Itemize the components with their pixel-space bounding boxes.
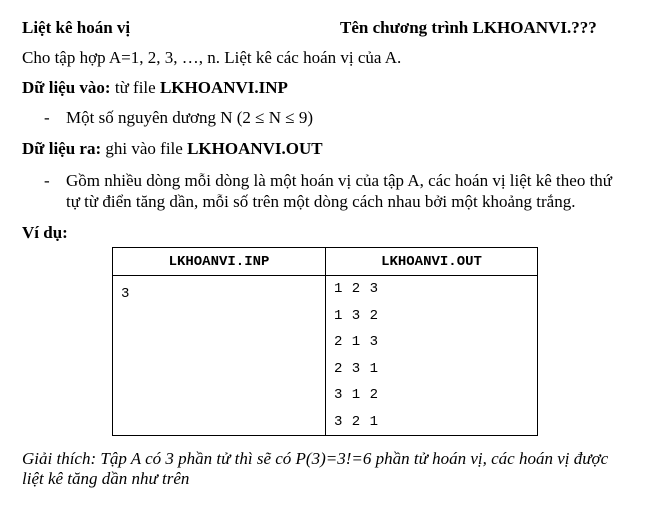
- input-cell: 3: [113, 276, 326, 436]
- explanation-line-2: liệt kê tăng dần như trên: [22, 469, 190, 488]
- problem-title: Liệt kê hoán vị: [22, 18, 131, 37]
- input-file-name: LKHOANVI.INP: [159, 78, 288, 97]
- input-bullet-text: Một số nguyên dương N (2 ≤ N ≤ 9): [66, 108, 313, 127]
- example-label: Ví dụ:: [22, 223, 68, 242]
- column-header-output: LKHOANVI.OUT: [326, 248, 538, 276]
- input-label-rest: từ file: [110, 78, 160, 97]
- input-heading: [22, 78, 288, 98]
- output-file-name: LKHOANVI.OUT: [187, 139, 323, 158]
- output-bullet-dash: -: [44, 171, 50, 190]
- output-line: 3 1 2: [334, 387, 379, 403]
- output-line: 2 1 3: [334, 334, 379, 350]
- output-heading: [22, 139, 323, 159]
- output-label: Dữ liệu ra:: [22, 139, 102, 158]
- output-line: 3 2 1: [334, 413, 379, 430]
- explanation: [22, 449, 642, 489]
- example-data-row: [113, 276, 538, 436]
- header-row: [22, 18, 632, 40]
- output-bullet-line-2: tự từ điển tăng dần, mỗi số trên một dòng cách nhau bởi một khoảng trắng.: [66, 192, 576, 211]
- output-label-rest: ghi vào file: [101, 139, 188, 158]
- input-label: Dữ liệu vào:: [22, 78, 111, 97]
- input-bullet-dash: -: [44, 108, 50, 127]
- output-cell: [326, 276, 538, 436]
- problem-description: Cho tập hợp A=1, 2, 3, …, n. Liệt kê các hoán vị của A.: [22, 48, 402, 67]
- column-header-input: LKHOANVI.INP: [113, 248, 326, 276]
- example-table: [112, 247, 538, 436]
- output-bullet-line-1: Gồm nhiều dòng mỗi dòng là một hoán vị của tập A, các hoán vị liệt kê theo thứ: [66, 171, 613, 190]
- example-header-row: [113, 248, 538, 276]
- explanation-line-1: Giải thích: Tập A có 3 phần tử thì sẽ có P(3)=3!=6 phần tử hoán vị, các hoán vị được: [22, 449, 609, 468]
- output-line: 1 3 2: [334, 307, 379, 324]
- program-name: Tên chương trình LKHOANVI.???: [340, 18, 597, 37]
- output-line: 2 3 1: [334, 360, 379, 377]
- output-line: 1 2 3: [334, 281, 379, 297]
